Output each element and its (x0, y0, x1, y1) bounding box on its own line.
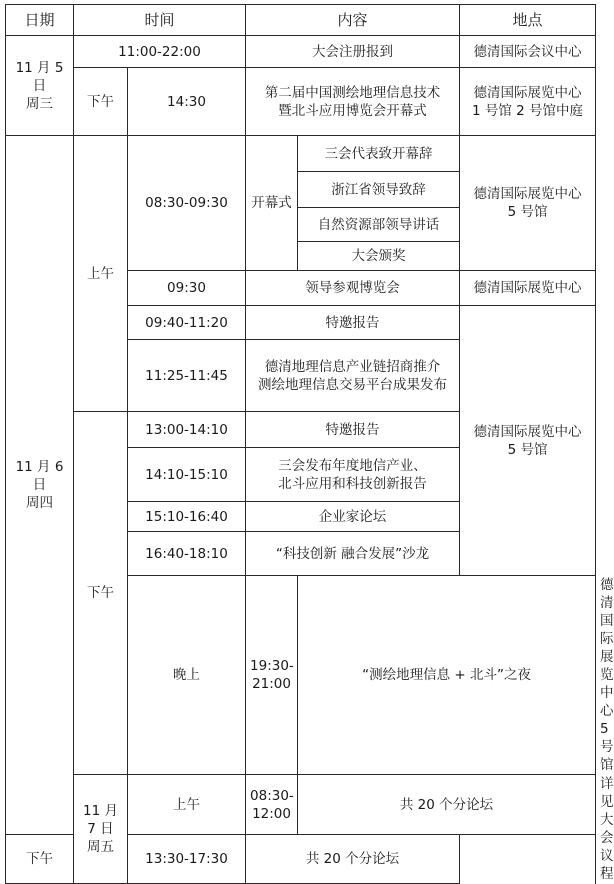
place-cell: 德清国际展览中心 1 号馆 2 号馆中庭 (460, 68, 596, 136)
time-cell: 16:40-18:10 (128, 532, 246, 576)
period-cell: 上午 (128, 775, 246, 835)
header-row (6, 5, 596, 36)
period-cell: 下午 (74, 68, 128, 136)
time-cell: 08:30-12:00 (246, 775, 298, 835)
time-cell: 11:25-11:45 (128, 340, 246, 412)
header-date: 日期 (6, 5, 74, 36)
opening-item: 自然资源部领导讲话 (298, 208, 460, 242)
header-content: 内容 (246, 5, 460, 36)
content-cell: 第二届中国测绘地理信息技术 暨北斗应用博览会开幕式 (246, 68, 460, 136)
time-cell: 13:00-14:10 (128, 412, 246, 448)
opening-item: 浙江省领导致辞 (298, 172, 460, 208)
date-cell: 11 月 5 日 周三 (6, 36, 74, 136)
header-place: 地点 (460, 5, 596, 36)
opening-item: 大会颁奖 (298, 242, 460, 271)
date-cell: 11 月 6 日 周四 (6, 136, 74, 835)
table-row (6, 36, 596, 68)
period-cell: 下午 (74, 412, 128, 775)
content-cell: “测绘地理信息 + 北斗”之夜 (298, 576, 596, 775)
content-cell: 特邀报告 (246, 306, 460, 340)
table-row: 晚上 19:30-21:00 “测绘地理信息 + 北斗”之夜 德清国际展览中心 5 号馆 (6, 576, 596, 775)
content-cell: 共 20 个分论坛 (298, 775, 596, 835)
content-cell: 领导参观博览会 (246, 271, 460, 306)
content-cell: 大会注册报到 (246, 36, 460, 68)
time-cell: 09:40-11:20 (128, 306, 246, 340)
table-row: 11 月 7 日 周五 上午 08:30-12:00 共 20 个分论坛 详见大会议程 (6, 775, 596, 835)
time-cell: 14:30 (128, 68, 246, 136)
date-cell: 11 月 7 日 周五 (74, 775, 128, 884)
time-cell: 09:30 (128, 271, 246, 306)
table-row (6, 136, 596, 172)
header-time: 时间 (74, 5, 246, 36)
place-cell: 德清国际展览中心 5 号馆 (460, 306, 596, 576)
time-cell: 19:30-21:00 (246, 576, 298, 775)
time-cell: 08:30-09:30 (128, 136, 246, 271)
place-cell: 德清国际展览中心 5 号馆 (460, 136, 596, 271)
opening-label: 开幕式 (246, 136, 298, 271)
time-cell: 13:30-17:30 (128, 835, 246, 884)
schedule-table (5, 4, 614, 884)
content-cell: 特邀报告 (246, 412, 460, 448)
content-cell: 企业家论坛 (246, 502, 460, 532)
content-cell: 德清地理信息产业链招商推介 测绘地理信息交易平台成果发布 (246, 340, 460, 412)
time-cell: 14:10-15:10 (128, 448, 246, 502)
content-cell: 共 20 个分论坛 (246, 835, 460, 884)
period-cell: 晚上 (128, 576, 246, 775)
place-cell: 德清国际会议中心 (460, 36, 596, 68)
time-cell: 11:00-22:00 (74, 36, 246, 68)
period-cell: 下午 (6, 835, 74, 884)
time-cell: 15:10-16:40 (128, 502, 246, 532)
table-row (6, 68, 596, 136)
opening-item: 三会代表致开幕辞 (298, 136, 460, 172)
place-cell: 德清国际展览中心 (460, 271, 596, 306)
content-cell: “科技创新 融合发展”沙龙 (246, 532, 460, 576)
content-cell: 三会发布年度地信产业、 北斗应用和科技创新报告 (246, 448, 460, 502)
period-cell: 上午 (74, 136, 128, 412)
